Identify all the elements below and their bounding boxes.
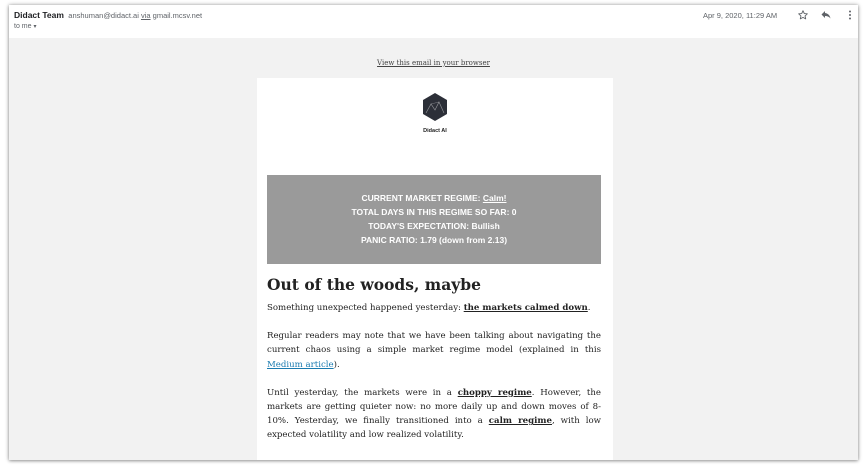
newsletter-card bbox=[257, 78, 613, 460]
more-vert-icon[interactable] bbox=[842, 7, 858, 23]
logo bbox=[257, 92, 613, 134]
sender-address-line bbox=[68, 11, 202, 20]
email-date: Apr 9, 2020, 11:29 AM bbox=[703, 11, 778, 20]
chevron-down-icon[interactable]: ▾ bbox=[33, 24, 37, 30]
paragraph-1 bbox=[267, 301, 601, 315]
email-header bbox=[9, 5, 858, 38]
article-title: Out of the woods, maybe bbox=[267, 275, 481, 294]
paragraph-3 bbox=[267, 386, 601, 443]
expectation-value: Bullish bbox=[471, 221, 500, 231]
medium-article-link[interactable]: Medium article bbox=[267, 359, 334, 370]
view-in-browser-link[interactable]: View this email in your browser bbox=[377, 59, 490, 67]
p2-end: ). bbox=[333, 359, 340, 370]
reply-icon[interactable] bbox=[818, 7, 834, 23]
expectation-label: TODAY'S EXPECTATION: bbox=[368, 221, 472, 231]
logo-caption: Didact AI bbox=[423, 128, 447, 134]
paragraph-2 bbox=[267, 329, 601, 372]
p3-text-3: , with low expected volatility and low realized volatility. bbox=[267, 416, 602, 441]
days-line bbox=[267, 207, 601, 217]
panic-line bbox=[267, 235, 601, 245]
sender-address: anshuman@didact.ai bbox=[68, 11, 139, 20]
regime-label: CURRENT MARKET REGIME: bbox=[361, 193, 483, 203]
p2-text: Regular readers may note that we have been talking about navigating the current chaos using a simple market regime model (explained in this bbox=[267, 331, 601, 356]
star-icon[interactable] bbox=[795, 7, 811, 23]
p3-text-1: Until yesterday, the markets were in a bbox=[267, 387, 458, 398]
hexagon-logo-icon bbox=[421, 92, 449, 122]
regime-line bbox=[267, 193, 601, 203]
sender bbox=[14, 10, 202, 20]
p3-emphasis-2: calm regime bbox=[488, 416, 552, 427]
panic-label: PANIC RATIO: bbox=[360, 235, 421, 245]
panic-value: 1.79 (down from 2.13) bbox=[420, 235, 508, 245]
p3-emphasis-1: choppy regime bbox=[457, 387, 532, 398]
p1-text: Something unexpected happened yesterday: bbox=[267, 303, 464, 313]
regime-value-link[interactable]: Calm! bbox=[482, 193, 507, 203]
p1-end: . bbox=[587, 303, 591, 313]
days-label: TOTAL DAYS IN THIS REGIME SO FAR: bbox=[351, 207, 512, 217]
days-value: 0 bbox=[511, 207, 517, 217]
expectation-line bbox=[267, 221, 601, 231]
p1-emphasis: the markets calmed down bbox=[463, 303, 588, 313]
email-window bbox=[9, 5, 858, 460]
email-body bbox=[9, 38, 858, 460]
recipient-details[interactable] bbox=[14, 23, 37, 30]
market-stats-box bbox=[267, 175, 601, 264]
via-link[interactable]: via bbox=[140, 11, 151, 20]
article bbox=[267, 275, 601, 443]
via-domain: gmail.mcsv.net bbox=[152, 11, 203, 20]
sender-name[interactable]: Didact Team bbox=[14, 10, 64, 20]
p3-text-2: . However, the markets are getting quieter now: no more daily up and down moves of 8-10%. Yesterday, we finally transitioned into a bbox=[267, 387, 601, 427]
recipient-label: to me bbox=[14, 23, 32, 30]
